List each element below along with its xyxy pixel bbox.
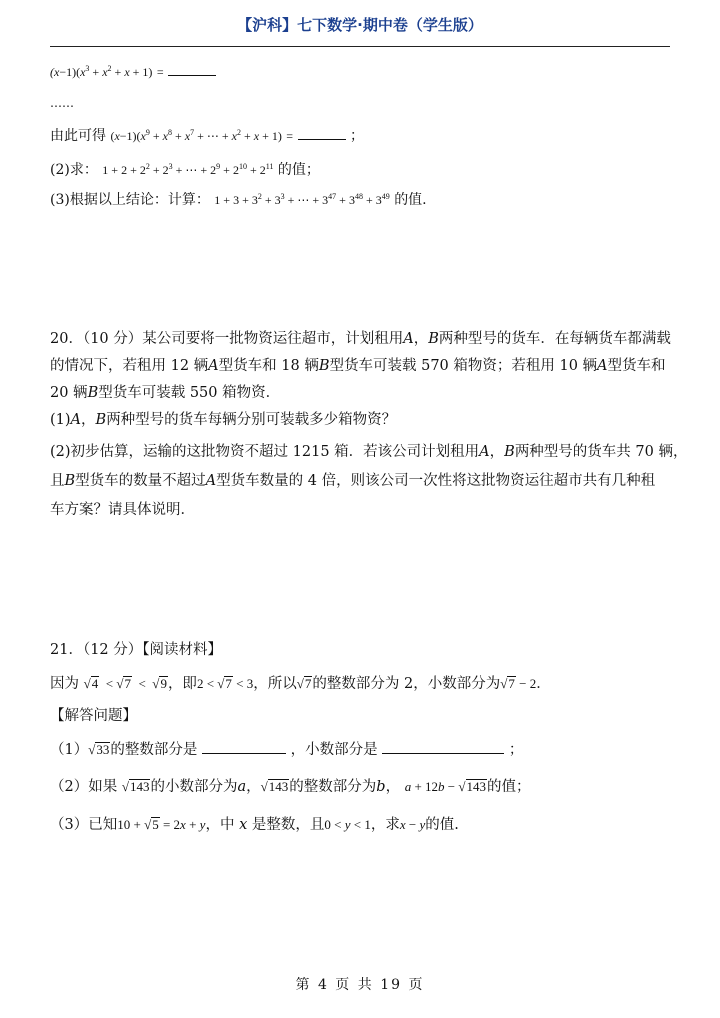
var-b: B (95, 412, 107, 428)
var-a: A (205, 473, 217, 489)
math-expression: 10 + √5 = 2x + y (117, 817, 206, 832)
var-a: A (208, 358, 219, 374)
q21-text: ； (508, 742, 524, 758)
q20-text: 型货车和 (607, 358, 666, 374)
q21-part1 (50, 740, 523, 760)
var-b: B (428, 331, 439, 347)
q20-text: ， (413, 331, 429, 347)
q20-text: 型货车的数量不超过 (75, 473, 206, 489)
q19-part3 (50, 190, 427, 210)
q21-text: ． (536, 676, 551, 692)
equals-sign: = (156, 65, 164, 79)
q20-text: 两种型号的货车．在每辆货车都满载 (438, 331, 671, 347)
math-expression: $(x-1)(x^9 + x^8 + x^7$ + ⋯ + $x^2 + x + 1$) (110, 128, 282, 143)
var-b: b (376, 779, 386, 795)
answer-blank[interactable] (202, 740, 286, 754)
math-expression: a + 12b − √143 (404, 779, 486, 794)
q19-text: 的值； (277, 162, 320, 178)
var-a: A (70, 412, 82, 428)
q19-ellipsis: …… (50, 96, 74, 110)
math-expression: $1 + 3 + 3^2 + 3^3$ + ⋯ + $3^{47} + 3^{48} + 3^{49}$ (214, 192, 390, 207)
q21-text: ，小数部分是 (290, 742, 378, 758)
var-a: A (479, 444, 490, 460)
math-expression: $(x-1)(x^3 + x^2 + x + 1)$ (50, 64, 153, 79)
q20-line2 (50, 356, 666, 376)
var-a: A (597, 358, 608, 374)
var-b: B (64, 473, 76, 489)
q21-text: ， (246, 779, 261, 795)
var-b: B (504, 444, 515, 460)
q21-text: 的整数部分为 2，小数部分为 (312, 676, 501, 692)
q21-text: 的整数部分是 (110, 742, 198, 758)
q20-text: 20．（10 分）某公司要将一批物资运往超市，计划租用 (50, 331, 404, 347)
q20-line3 (50, 383, 280, 403)
q21-reading (50, 674, 551, 694)
math-expression: √33 (88, 742, 110, 757)
q21-text: 的整数部分为 (289, 779, 377, 795)
var-x: x (239, 817, 248, 833)
q21-text: ，中 (205, 817, 235, 833)
page-footer: 第 4 页 共 19 页 (295, 977, 425, 993)
q20-text: 两种型号的货车共 70 辆， (514, 444, 688, 460)
q20-text: 且 (50, 473, 65, 489)
math-expression: 2 < √7 < 3 (196, 676, 254, 691)
q20-text: (2)初步估算，运输的这批物资不超过 1215 箱．若该公司计划租用 (50, 444, 480, 460)
q19-line3 (50, 126, 364, 146)
answer-blank[interactable] (382, 740, 504, 754)
var-b: B (318, 358, 330, 374)
q20-text: 20 辆 (50, 385, 88, 401)
answer-blank[interactable] (168, 62, 216, 76)
math-expression: √143 (260, 779, 289, 794)
q21-text: 因为 (50, 676, 79, 692)
math-expression: √143 (121, 779, 150, 794)
math-expression: √4 < √7 < √9 (83, 676, 167, 691)
q20-text: ， (489, 444, 505, 460)
math-expression: $1 + 2 + 2^2 + 2^3$ + ⋯ + $2^9 + 2^{10} + 2^{11}$ (102, 162, 274, 177)
q21-text: （3）已知 (50, 817, 118, 833)
var-a: A (403, 331, 414, 347)
q19-text: ； (349, 128, 364, 144)
q19-text: (2)求： (50, 162, 98, 178)
q21-part2 (50, 777, 531, 797)
document-header: 【沪科】七下数学·期中卷（学生版） (237, 16, 483, 34)
q21-text: 的值. (425, 817, 459, 833)
q21-text: 的小数部分为 (150, 779, 238, 795)
q21-text: （2）如果 (50, 779, 118, 795)
q20-text: 型货车和 18 辆 (218, 358, 319, 374)
q19-line1 (50, 62, 216, 82)
q20-text: 型货车可装载 550 箱物资． (98, 385, 281, 401)
q20-text: 的情况下，若租用 12 辆 (50, 358, 209, 374)
q21-text: ，即 (167, 676, 197, 692)
q21-text: 是整数，且 (251, 817, 325, 833)
q20-text: (1) (50, 412, 71, 428)
q20-text: ， (81, 412, 96, 428)
q21-text: ，所以 (253, 676, 297, 692)
q20-line4 (50, 410, 396, 430)
q21-part3 (50, 815, 459, 835)
math-expression: 0 < y < 1 (324, 817, 371, 832)
var-b: B (87, 385, 99, 401)
var-a: a (237, 779, 247, 795)
q20-line7: 车方案？请具体说明． (50, 502, 195, 518)
q21-text: ，求 (370, 817, 400, 833)
q20-text: 型货车可装载 570 箱物资；若租用 10 辆 (329, 358, 598, 374)
math-expression: x − y (399, 817, 426, 832)
math-expression: √7 − 2 (500, 676, 537, 691)
q20-line6 (50, 471, 655, 491)
math-expression: √7 (296, 676, 312, 691)
q19-part2 (50, 160, 320, 180)
q21-text: （1） (50, 742, 89, 758)
q20-text: 两种型号的货车每辆分别可装载多少箱物资？ (106, 412, 397, 428)
q20-line1 (50, 329, 671, 349)
q21-text: ， (385, 779, 401, 795)
q19-text: 的值. (394, 192, 427, 208)
q21-subheading: 【解答问题】 (50, 708, 137, 724)
q19-text: (3)根据以上结论：计算： (50, 192, 210, 208)
header-rule (50, 46, 670, 47)
q20-line5 (50, 442, 687, 462)
answer-blank[interactable] (298, 126, 346, 140)
equals-sign: = (286, 129, 294, 143)
q21-title: 21．（12 分）【阅读材料】 (50, 642, 223, 658)
q21-text: 的值； (487, 779, 531, 795)
q20-text: 型货车数量的 4 倍，则该公司一次性将这批物资运往超市共有几种租 (216, 473, 656, 489)
q19-text: 由此可得 (50, 128, 106, 144)
